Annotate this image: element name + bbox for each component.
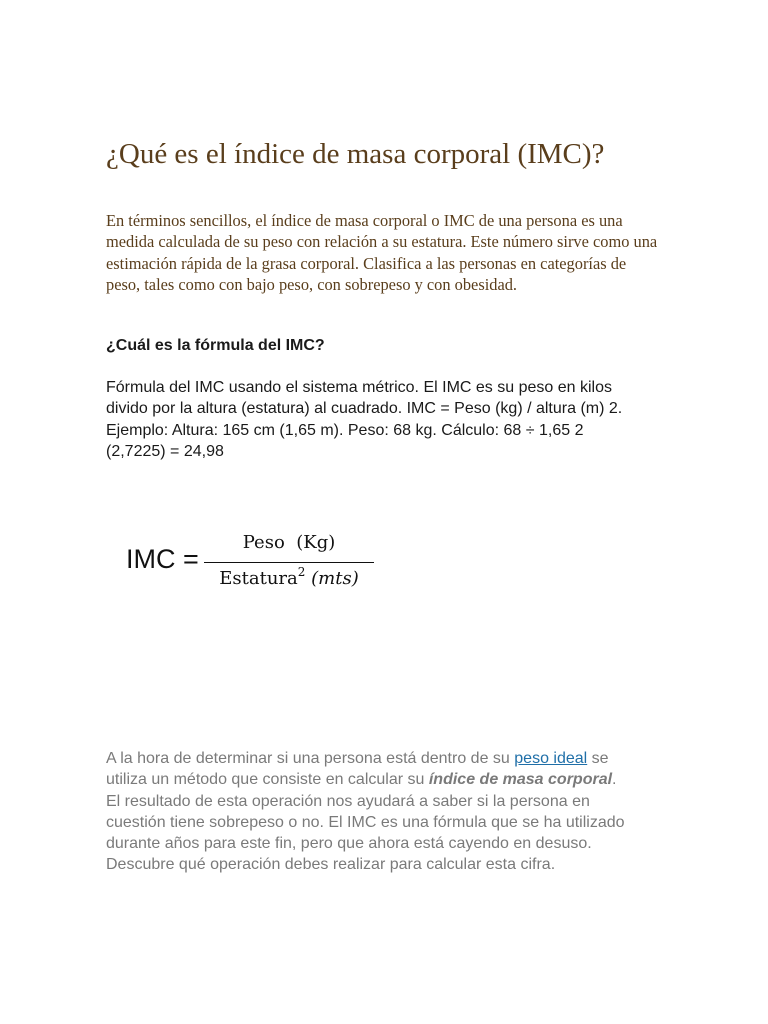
formula-denominator — [204, 566, 374, 592]
closing-text-3: . El resultado de esta operación nos ayudará a saber si la persona en cuestión tiene sobrepeso o no. El IMC es una fórmula que se ha utilizado durante años para este fin, pero que ahora está cayendo en desuso. Descubre qué operación debes realizar para calcular esta cifra. — [106, 771, 625, 874]
fraction-bar — [204, 562, 374, 563]
closing-paragraph — [106, 748, 634, 876]
formula-numerator: Peso (Kg) — [242, 532, 336, 553]
peso-ideal-link[interactable]: peso ideal — [514, 750, 588, 767]
closing-text-2: se utiliza un método que consiste en calcular su — [106, 750, 609, 789]
denominator-unit: (mts) — [311, 568, 359, 589]
formula-fraction — [204, 528, 374, 600]
closing-text-1: A la hora de determinar si una persona está dentro de su — [106, 750, 515, 767]
formula-heading: ¿Cuál es la fórmula del IMC? — [106, 337, 325, 354]
denominator-exponent: 2 — [297, 565, 306, 579]
formula-lhs: IMC = — [126, 544, 199, 574]
bmi-formula-image — [126, 528, 406, 600]
page-title: ¿Qué es el índice de masa corporal (IMC)? — [106, 138, 605, 170]
formula-explanation: Fórmula del IMC usando el sistema métrico. El IMC es su peso en kilos divido por la altura (estatura) al cuadrado. IMC = Peso (kg) / altura (m) 2. Ejemplo: Altura: 165 cm (1,65 m). Peso: 68 kg. Cálculo: 68 ÷ 1,65 2 (2,7225) = 24,98 — [106, 379, 623, 460]
closing-emphasis: índice de masa corporal — [428, 771, 613, 789]
denominator-word: Estatura — [219, 568, 298, 589]
intro-paragraph: En términos sencillos, el índice de masa corporal o IMC de una persona es una medida calculada de su peso con relación a su estatura. Este número sirve como una estimación rápida de la grasa corporal. Clasifica a las personas en categorías de peso, tales como con bajo peso, con sobrepeso y con obesidad. — [106, 211, 658, 294]
